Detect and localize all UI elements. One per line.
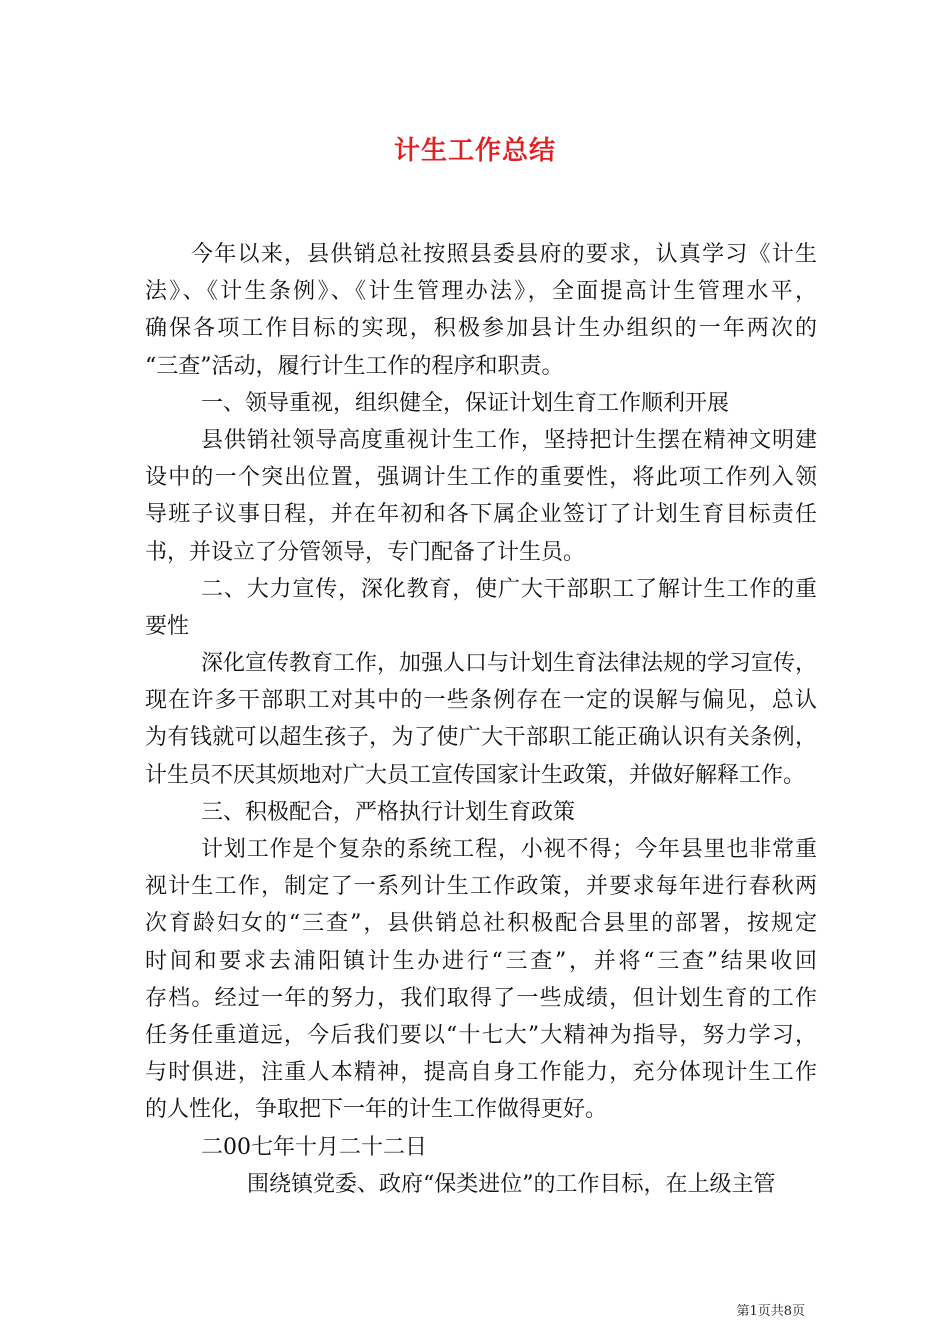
page-number: 第1页共8页 [736, 1304, 805, 1319]
date-line: 二00七年十月二十二日 [201, 1134, 427, 1160]
section-heading: 一、领导重视，组织健全，保证计划生育工作顺利开展 [201, 390, 730, 416]
section-heading: 二、大力宣传，深化教育，使广大干部职工了解计生工作的重 [201, 576, 817, 602]
body-line: 视计生工作，制定了一系列计生工作政策，并要求每年进行春秋两 [145, 874, 817, 900]
body-line: 围绕镇党委、政府“保类进位”的工作目标，在上级主管 [247, 1171, 776, 1197]
body-line: 计划工作是个复杂的系统工程，小视不得；今年县里也非常重 [201, 837, 817, 862]
body-line: 次育龄妇女的“三查”，县供销总社积极配合县里的部署，按规定 [145, 911, 817, 937]
body-line: 设中的一个突出位置，强调计生工作的重要性，将此项工作列入领 [145, 465, 817, 491]
section-heading: 要性 [145, 613, 190, 639]
body-line: 今年以来，县供销总社按照县委县府的要求，认真学习《计生 [191, 242, 817, 267]
section-heading: 三、积极配合，严格执行计划生育政策 [201, 799, 576, 825]
body-line: 存档。经过一年的努力，我们取得了一些成绩，但计划生育的工作 [145, 985, 817, 1011]
body-line: 导班子议事日程，并在年初和各下属企业签订了计划生育目标责任 [145, 502, 817, 528]
body-line: 确保各项工作目标的实现，积极参加县计生办组织的一年两次的 [145, 316, 817, 342]
body-line: 为有钱就可以超生孩子，为了使广大干部职工能正确认识有关条例， [145, 725, 817, 751]
body-line: 书，并设立了分管领导，专门配备了计生员。 [145, 539, 586, 565]
document-title: 计生工作总结 [393, 136, 556, 166]
body-line: 深化宣传教育工作，加强人口与计划生育法律法规的学习宣传， [201, 651, 818, 677]
body-line: 时间和要求去浦阳镇计生办进行“三查”，并将“三查”结果收回 [145, 948, 817, 974]
body-line: 任务任重道远，今后我们要以“十七大”大精神为指导，努力学习， [145, 1022, 817, 1048]
body-line: 与时俱进，注重人本精神，提高自身工作能力，充分体现计生工作 [145, 1060, 817, 1086]
body-line: “三查”活动，履行计生工作的程序和职责。 [145, 353, 564, 379]
body-line: 计生员不厌其烦地对广大员工宣传国家计生政策，并做好解释工作。 [145, 762, 806, 788]
body-line: 现在许多干部职工对其中的一些条例存在一定的误解与偏见，总认 [145, 688, 817, 714]
body-line: 县供销社领导高度重视计生工作，坚持把计生摆在精神文明建 [201, 427, 817, 453]
document-body [145, 236, 817, 1203]
body-line: 法》、《计生条例》、《计生管理办法》，全面提高计生管理水平， [145, 279, 817, 305]
body-line: 的人性化，争取把下一年的计生工作做得更好。 [145, 1097, 608, 1123]
